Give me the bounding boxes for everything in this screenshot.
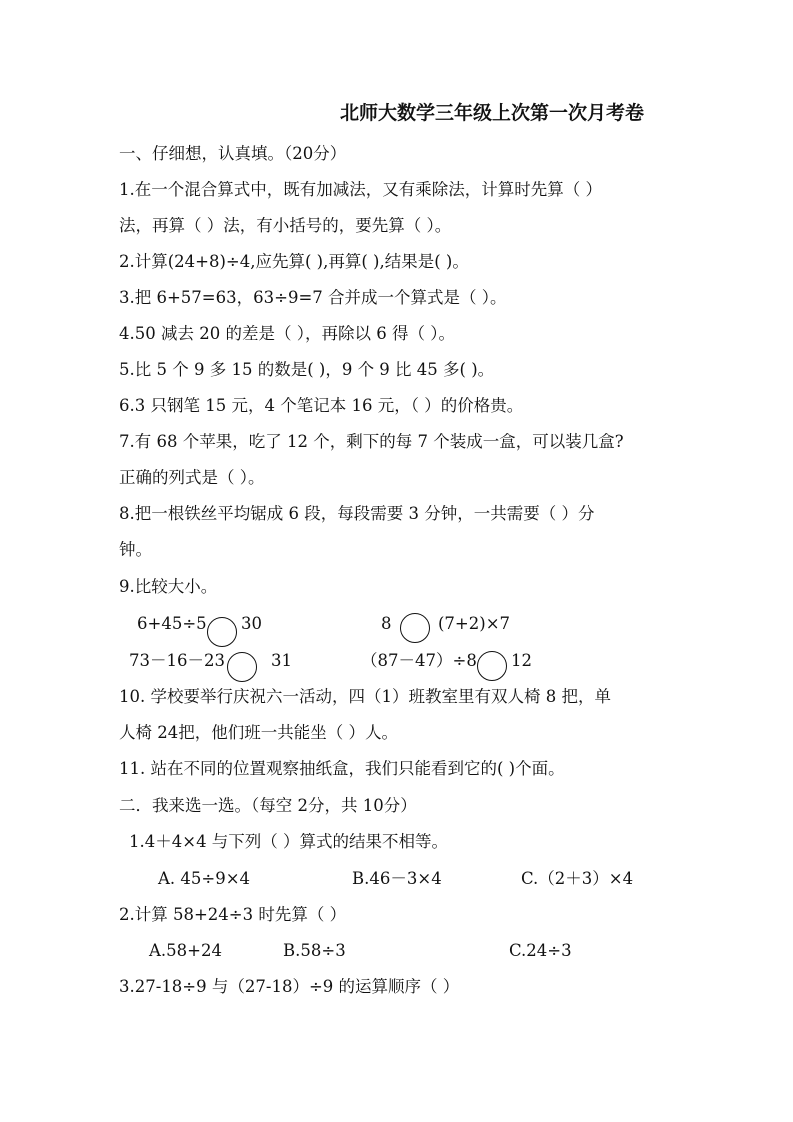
question-3: 3.把 6+57=63，63÷9=7 合并成一个算式是（ ）。 — [119, 288, 507, 307]
question-10-line-1: 10. 学校要举行庆祝六一活动，四（1）班教室里有双人椅 8 把，单 — [119, 687, 611, 706]
choice-2-option-c[interactable]: C.24÷3 — [509, 941, 572, 960]
compare-d-left: （87－47）÷8 — [361, 651, 477, 670]
question-8-line-2: 钟。 — [119, 540, 152, 559]
choice-question-3: 3.27-18÷9 与（27-18）÷9 的运算顺序（ ） — [119, 977, 460, 996]
question-9: 9.比较大小。 — [119, 577, 218, 596]
question-6: 6.3 只钢笔 15 元，4 个笔记本 16 元，（ ）的价格贵。 — [119, 396, 524, 415]
compare-d-circle[interactable] — [477, 651, 507, 681]
choice-question-2: 2.计算 58+24÷3 时先算（ ） — [119, 905, 347, 924]
compare-d-right: 12 — [511, 651, 532, 670]
question-7-line-2: 正确的列式是（ ）。 — [119, 468, 265, 487]
question-4: 4.50 减去 20 的差是（ ），再除以 6 得（ ）。 — [119, 324, 455, 343]
question-10-line-2: 人椅 24把，他们班一共能坐（ ）人。 — [119, 723, 398, 742]
question-2: 2.计算(24+8)÷4,应先算( ),再算( ),结果是( )。 — [119, 252, 469, 271]
compare-a-right: 30 — [241, 614, 262, 633]
question-8-line-1: 8.把一根铁丝平均锯成 6 段，每段需要 3 分钟，一共需要（ ）分 — [119, 504, 595, 523]
compare-b-right: (7+2)×7 — [438, 614, 511, 633]
section2-heading: 二．我来选一选。（每空 2分，共 10分） — [119, 796, 417, 815]
section1-heading: 一、仔细想，认真填。（20分） — [119, 144, 347, 163]
choice-1-option-a[interactable]: A. 45÷9×4 — [158, 869, 251, 888]
question-5: 5.比 5 个 9 多 15 的数是( )，9 个 9 比 45 多( )。 — [119, 360, 495, 379]
compare-b-circle[interactable] — [400, 613, 430, 643]
compare-a-circle[interactable] — [207, 617, 237, 647]
choice-2-option-b[interactable]: B.58÷3 — [283, 941, 346, 960]
question-1-line-2: 法，再算（ ）法，有小括号的，要先算（ ）。 — [119, 216, 452, 235]
choice-1-option-b[interactable]: B.46－3×4 — [352, 869, 442, 888]
compare-c-left: 73－16－23 — [129, 651, 225, 670]
compare-c-circle[interactable] — [227, 652, 257, 682]
choice-question-1: 1.4＋4×4 与下列（ ）算式的结果不相等。 — [129, 832, 449, 851]
choice-2-option-a[interactable]: A.58+24 — [149, 941, 222, 960]
question-11: 11. 站在不同的位置观察抽纸盒，我们只能看到它的( )个面。 — [119, 759, 565, 778]
question-1-line-1: 1.在一个混合算式中，既有加减法，又有乘除法，计算时先算（ ） — [119, 180, 602, 199]
choice-1-option-c[interactable]: C.（2＋3）×4 — [521, 869, 634, 888]
compare-b-left: 8 — [381, 614, 392, 633]
compare-a-left: 6+45÷5 — [137, 614, 207, 633]
compare-c-right: 31 — [271, 651, 292, 670]
question-7-line-1: 7.有 68 个苹果，吃了 12 个，剩下的每 7 个装成一盒，可以装几盒? — [119, 432, 624, 451]
page-title: 北师大数学三年级上次第一次月考卷 — [340, 102, 645, 124]
